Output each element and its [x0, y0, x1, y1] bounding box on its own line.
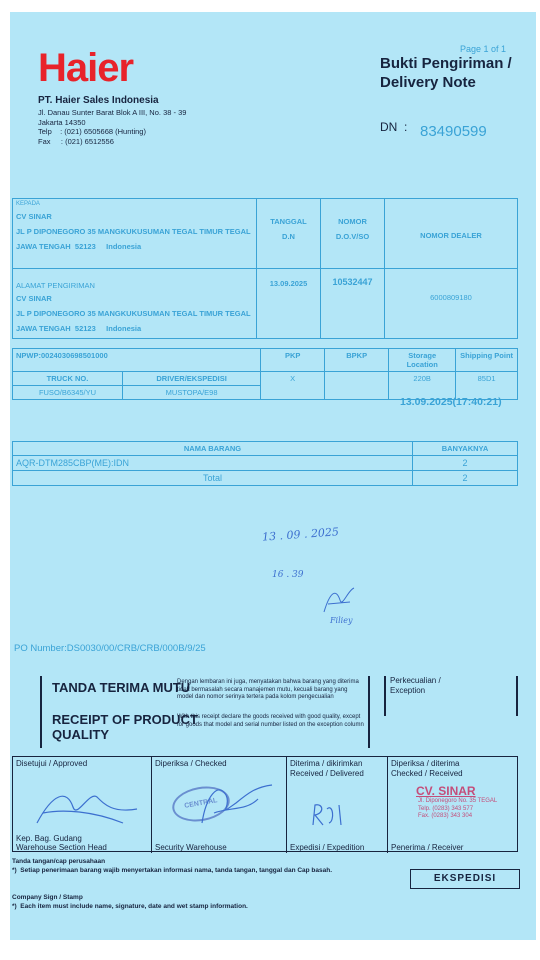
quality-receipt-box: [40, 676, 370, 748]
received-role: Penerima / Receiver: [391, 843, 464, 852]
col-banyaknya: BANYAKNYA: [413, 442, 518, 456]
address-line: Jl. Danau Sunter Barat Blok A III, No. 38 - 39: [38, 108, 187, 117]
footer-note-en: [12, 893, 248, 911]
shipping-address-2: JAWA TENGAH 52123 Indonesia: [16, 324, 142, 333]
footer-note-en-line2: *) Each item must include name, signature, date and wet stamp information.: [12, 903, 248, 910]
shipping-point-label: Shipping Point: [456, 349, 518, 372]
stamp-address: Jl. Diponegoro No. 35 TEGAL: [418, 798, 498, 804]
title-line-id: Bukti Pengiriman /: [380, 55, 512, 72]
cv-sinar-stamp: [400, 784, 512, 832]
sign-delivered-cell: [287, 757, 388, 853]
ekspedisi-label: EKSPEDISI: [410, 869, 520, 889]
item-name: AQR-DTM285CBP(ME):IDN: [13, 456, 413, 471]
driver-label: DRIVER/EKSPEDISI: [123, 372, 261, 386]
nomor-label: NOMOR: [338, 217, 367, 226]
stamp-telephone: Telp. (0283) 343 577: [418, 805, 474, 812]
shipping-date-value: 13.09.2025: [269, 279, 308, 288]
storage-location-value: 220B: [389, 372, 456, 400]
tanggal-sub: D.N: [282, 232, 295, 241]
stamp-fax: Fax. (0283) 343 304: [418, 813, 473, 819]
pkp-label: PKP: [261, 349, 325, 372]
total-label: Total: [13, 471, 413, 486]
truck-value: FUSO/B6345/YU: [13, 386, 123, 400]
do-number: [321, 269, 385, 339]
page-label: Page 1 of 1: [460, 44, 507, 54]
handwritten-signature-mark: [318, 584, 358, 618]
sign-checked-cell: [152, 757, 287, 853]
do-number-value: 10532447: [332, 277, 373, 287]
checked-role: Security Warehouse: [155, 843, 227, 852]
item-qty: 2: [413, 456, 518, 471]
title-line-en: Delivery Note: [380, 74, 476, 91]
nomor-sub: D.O.V/SO: [335, 232, 370, 241]
shipping-point-value: 85D1: [456, 372, 518, 400]
haier-logo: Haier: [38, 46, 134, 90]
tanggal-header: [257, 199, 321, 269]
consignee-table: [12, 198, 518, 339]
dealer-number: [385, 269, 518, 339]
approved-signature: [33, 783, 143, 833]
handwritten-signature-name: Filiey: [330, 616, 353, 625]
sign-approved-cell: [13, 757, 152, 853]
document-title: [380, 54, 512, 92]
footer-note-id-line2: *) Setiap penerimaan barang wajib menyertakan informasi nama, tanda tangan, tanggal dan Cap basah.: [12, 867, 333, 874]
driver-value: MUSTOPA/E98: [123, 386, 261, 400]
truck-label: TRUCK NO.: [13, 372, 123, 386]
consignee-cell: [13, 199, 257, 269]
received-label-id: Diperiksa / diterima: [391, 759, 460, 768]
delivered-signature: [309, 801, 353, 829]
alamat-label: ALAMAT PENGIRIMAN: [16, 281, 95, 290]
exception-label-id: Perkecualian /: [390, 676, 441, 685]
total-qty: 2: [413, 471, 518, 486]
company-address: [38, 108, 186, 146]
nomor-dealer-header: [385, 199, 518, 269]
printed-timestamp: 13.09.2025(17:40:21): [400, 396, 502, 408]
delivered-label-id: Diterima / dikirimkan: [290, 759, 363, 768]
delivered-role: Expedisi / Expedition: [290, 843, 365, 852]
quality-title-en-line1: RECEIPT OF PRODUCT: [52, 712, 198, 727]
address-line: Telp : (021) 6505668 (Hunting): [38, 127, 146, 136]
approved-role-line1: Kep. Bag. Gudang: [16, 834, 82, 843]
approved-role: [16, 834, 107, 852]
quality-text-id: Dengan lembaran ini juga, menyatakan bahwa barang yang diterima tidak bermasalah secara manajemen mutu, kecuali barang yang model dan nomor serinya tertera pada kolom pengecualian: [177, 679, 359, 700]
bpkp-label: BPKP: [325, 349, 389, 372]
address-line: Fax : (021) 6512556: [38, 136, 114, 146]
dealer-number-value: 6000809180: [430, 293, 472, 302]
checked-signature: [196, 777, 276, 831]
handwritten-date: 13 . 09 . 2025: [261, 525, 340, 544]
bpkp-value: [325, 372, 389, 400]
npwp: NPWP:0024030698501000: [13, 349, 261, 372]
quality-title-en-line2: QUALITY: [52, 727, 110, 742]
exception-box: [384, 676, 518, 716]
shipping-address-cell: [13, 269, 257, 339]
dn-number: 83490599: [420, 123, 487, 140]
nomor-dealer-label: NOMOR DEALER: [420, 231, 482, 240]
tanggal-label: TANGGAL: [270, 217, 307, 226]
pkp-value: X: [261, 372, 325, 400]
exception-label-en: Exception: [390, 685, 426, 695]
quality-title-id: TANDA TERIMA MUTU: [52, 680, 191, 695]
nomor-header: [321, 199, 385, 269]
stamp-company: CV. SINAR: [416, 784, 476, 798]
footer-note-id-line1: Tanda tangan/cap perusahaan: [12, 858, 106, 865]
received-label-en: Checked / Received: [391, 769, 463, 778]
delivered-label-en: Received / Delivered: [290, 769, 364, 778]
approved-label: Disetujui / Approved: [16, 759, 88, 768]
transport-table: [12, 348, 518, 400]
kepada-label: KEPADA: [16, 201, 40, 207]
consignee-address-2: JAWA TENGAH 52123 Indonesia: [16, 242, 142, 251]
storage-location-label: Storage Location: [389, 349, 456, 372]
col-nama-barang: NAMA BARANG: [13, 442, 413, 456]
consignee-name: CV SINAR: [16, 212, 52, 221]
checked-label: Diperiksa / Checked: [155, 759, 227, 768]
items-table: [12, 441, 518, 486]
po-number: PO Number:DS0030/00/CRB/CRB/000B/9/25: [14, 643, 206, 654]
quality-text-en: With this receipt declare the goods received with good quality, except for goods that model and serial number listed on the exception column: [177, 714, 364, 728]
shipping-date: [257, 269, 321, 339]
approved-role-line2: Warehouse Section Head: [16, 843, 107, 852]
dn-label: DN :: [380, 120, 408, 134]
consignee-address-1: JL P DIPONEGORO 35 MANGKUKUSUMAN TEGAL TIMUR TEGAL: [16, 227, 251, 236]
company-name: PT. Haier Sales Indonesia: [38, 95, 159, 106]
handwritten-time: 16 . 39: [272, 570, 304, 580]
shipping-address-1: JL P DIPONEGORO 35 MANGKUKUSUMAN TEGAL TIMUR TEGAL: [16, 309, 251, 318]
shipping-name: CV SINAR: [16, 294, 52, 303]
central-stamp: CENTRAL: [169, 782, 232, 826]
footer-note-id: [12, 857, 332, 875]
footer-note-en-line1: Company Sign / Stamp: [12, 894, 83, 901]
address-line: Jakarta 14350: [38, 117, 86, 127]
